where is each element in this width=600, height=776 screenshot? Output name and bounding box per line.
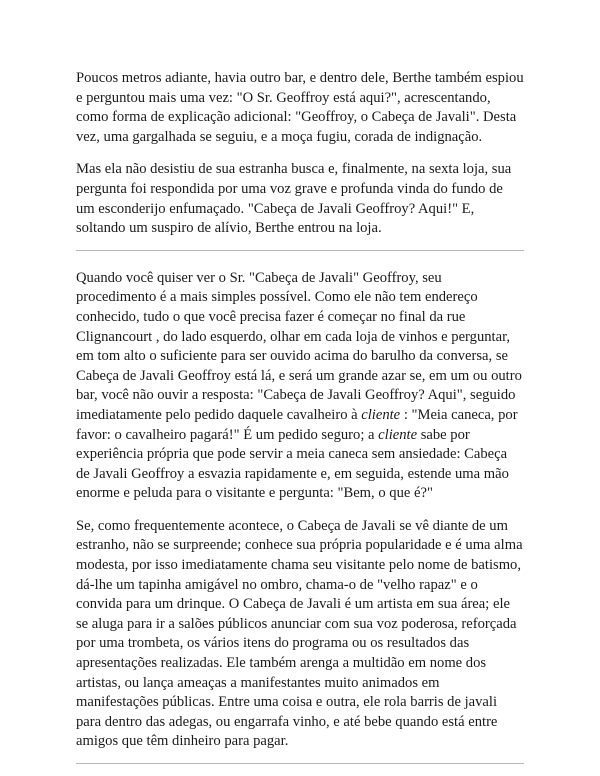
section-divider-2 <box>76 763 524 764</box>
paragraph-4: Se, como frequentemente acontece, o Cabeça de Javali se vê diante de um estranho, não se surpreende; conhece sua própria popularidade e é uma alma modesta, por isso imediatamente chama seu visitante pelo nome de batismo, dá-lhe um tapinha amigável no ombro, chama-o de "velho rapaz" e o convida para um drinque. O Cabeça de Javali é um artista em sua área; ele se aluga para ir a salões públicos anunciar com sua voz poderosa, reforçada por uma trombeta, os vários itens do programa ou os resultados das apresentações realizadas. Ele também arenga a multidão em nome dos artistas, ou lança ameaças a manifestantes muito animados em manifestações públicas. Entre uma coisa e outra, ele rola barris de javali para dentro das adegas, ou engarrafa vinho, e até bebe quando está entre amigos que têm dinheiro para pagar. <box>76 517 523 750</box>
paragraph-3-italic-1: cliente <box>361 406 401 423</box>
paragraph-3-text-b: : "Meia caneca, por favor: o cavalheiro pagará!" É um pedido seguro; a <box>76 406 518 443</box>
document-page <box>76 69 524 764</box>
paragraph-1: Poucos metros adiante, havia outro bar, e dentro dele, Berthe também espiou e perguntou mais uma vez: "O Sr. Geoffroy está aqui?", acrescentando, como forma de explicação adicional: "Geoffroy, o Cabeça de Javali". Desta vez, uma gargalhada se seguiu, e a moça fugiu, corada de indignação. <box>76 70 524 145</box>
paragraph-3 <box>76 269 524 504</box>
paragraph-3-text-a: Quando você quiser ver o Sr. "Cabeça de Javali" Geoffroy, seu procedimento é a mais simples possível. Como ele não tem endereço conhecido, tudo o que você precisa fazer é começar no final da rue Clignancourt , do lado esquerdo, olhar em cada loja de vinhos e perguntar, em tom alto o suficiente para ser ouvido acima do barulho da conversa, se Cabeça de Javali Geoffroy está lá, e será um grande azar se, em um ou outro bar, você não ouvir a resposta: "Cabeça de Javali Geoffroy? Aqui", seguido imediatamente pelo pedido daquele cavalheiro à <box>76 269 522 423</box>
paragraph-3-text-c: sabe por experiência própria que pode servir a meia caneca sem ansiedade: Cabeça de Javali Geoffroy a esvazia rapidamente e, em seguida, estende uma mão enorme e peluda para o visitante e pergunta: "Bem, o que é?" <box>76 426 509 502</box>
paragraph-2: Mas ela não desistiu de sua estranha busca e, finalmente, na sexta loja, sua pergunta foi respondida por uma voz grave e profunda vinda do fundo de um esconderijo enfumaçado. "Cabeça de Javali Geoffroy? Aqui!" E, soltando um suspiro de alívio, Berthe entrou na loja. <box>76 161 512 237</box>
paragraph-3-italic-2: cliente <box>378 426 418 443</box>
